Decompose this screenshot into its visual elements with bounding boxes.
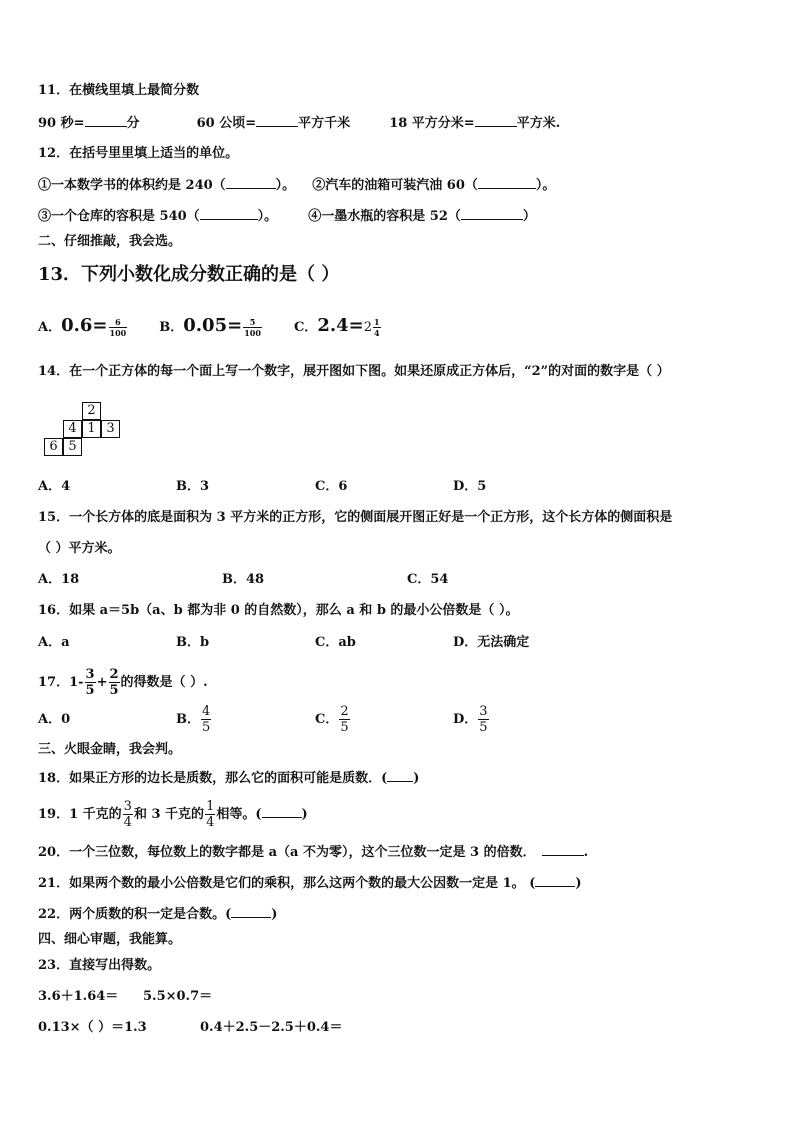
- q12-item4-blank[interactable]: [461, 207, 523, 220]
- q21-text: 21．如果两个数的最小公倍数是它们的乘积，那么这两个数的最大公因数一定是 1。 (: [38, 876, 536, 891]
- q17-d-fraction: [478, 705, 488, 734]
- q17-b-fraction: [201, 705, 211, 734]
- q11-c-blank[interactable]: [475, 114, 517, 127]
- q22-end: ): [271, 907, 278, 922]
- q13-a-num: 6: [115, 317, 121, 327]
- q17-fraction-1: [85, 668, 96, 697]
- net-cell-mid-center: 1: [82, 420, 101, 438]
- q19-pre: 19．1 千克的: [38, 807, 122, 822]
- q17-b-label: B．: [176, 712, 200, 727]
- net-cell-mid-left: 4: [63, 420, 82, 438]
- q11-items: [38, 114, 560, 133]
- q17-c-den: 5: [340, 720, 349, 735]
- q13-b-den: 100: [244, 328, 261, 338]
- q22-answer-blank[interactable]: [231, 905, 271, 918]
- q17-f1-den: 5: [85, 683, 95, 698]
- q15-option-c[interactable]: C．54: [407, 572, 449, 587]
- q12-title: 12．在括号里里填上适当的单位。: [38, 146, 239, 161]
- q19-fraction-2: [205, 800, 215, 829]
- net-cell-top: 2: [82, 402, 101, 420]
- q18-answer-blank[interactable]: [387, 769, 413, 782]
- q12-item3-end: ）。: [257, 209, 278, 224]
- q12-item1-blank[interactable]: [226, 176, 276, 189]
- q13-options: [38, 313, 382, 341]
- q13-b-fraction: [243, 318, 262, 337]
- q17-option-b[interactable]: [176, 703, 212, 737]
- q17-pre: 17．1-: [38, 675, 84, 690]
- q19-end: ): [301, 807, 308, 822]
- q17-c-label: C．: [315, 712, 339, 727]
- q11-c: 18 平方分米=: [389, 116, 475, 131]
- q12-item1: ①一本数学书的体积约是 240（: [38, 178, 226, 193]
- q19-f1-den: 4: [123, 815, 132, 830]
- q17-option-c[interactable]: [315, 703, 351, 737]
- q13-b-num: 5: [249, 317, 256, 327]
- q12-item2: ②汽车的油箱可装汽油 60（: [312, 178, 478, 193]
- q13-a-value: 0.6=: [61, 315, 108, 336]
- q19: [38, 798, 308, 832]
- q11-a-unit: 分: [126, 116, 140, 131]
- q13-a-den: 100: [109, 328, 127, 338]
- q13-c-whole: 2: [363, 320, 372, 335]
- q14-title: 14．在一个正方体的每一个面上写一个数字，展开图如下图。如果还原成正方体后，“2”的对面的数字是（ ）: [38, 364, 670, 379]
- q23-expr-1: 3.6＋1.64＝: [38, 989, 119, 1004]
- net-cell-bottom-left: 6: [44, 438, 63, 456]
- q16-option-b[interactable]: B．b: [176, 635, 210, 650]
- q14-option-b[interactable]: B．3: [176, 479, 210, 494]
- q13-b-value: 0.05=: [183, 315, 243, 336]
- q19-answer-blank[interactable]: [262, 805, 302, 818]
- q12-item4: ④一墨水瓶的容积是 52（: [308, 209, 461, 224]
- q19-post: 相等。(: [216, 807, 262, 822]
- q17-f2-den: 5: [109, 683, 119, 698]
- q19-mid: 和 3 千克的: [133, 807, 205, 822]
- q17-f1-num: 3: [85, 667, 95, 682]
- q20: [38, 843, 588, 862]
- q20-end: .: [583, 845, 589, 860]
- section-4-heading: 四、细心审题，我能算。: [38, 932, 182, 947]
- section-3-heading: 三、火眼金睛，我会判。: [38, 742, 182, 757]
- q16-option-d[interactable]: D．无法确定: [453, 635, 530, 650]
- q18-end: ): [413, 771, 420, 786]
- q11-c-unit: 平方米.: [516, 116, 561, 131]
- q13-c-value: 2.4=: [317, 315, 364, 336]
- q17-title: [38, 668, 208, 697]
- q17-d-den: 5: [479, 720, 488, 735]
- q17-c-num: 2: [340, 704, 349, 719]
- q20-text: 20．一个三位数，每位数上的数字都是 a（a 不为零），这个三位数一定是 3 的倍数．: [38, 845, 536, 860]
- q22-text: 22．两个质数的积一定是合数。(: [38, 907, 232, 922]
- q21: [38, 874, 582, 893]
- q16-option-a[interactable]: A．a: [38, 635, 70, 650]
- q23-expr-2: 5.5×0.7＝: [143, 989, 213, 1004]
- q12-item4-end: ）: [522, 209, 536, 224]
- q19-fraction-1: [123, 800, 133, 829]
- q18-text: 18．如果正方形的边长是质数，那么它的面积可能是质数．(: [38, 771, 388, 786]
- q15-title: 15．一个长方体的底是面积为 3 平方米的正方形，它的侧面展开图正好是一个正方形，这个长方体的侧面积是: [38, 510, 673, 525]
- q19-f2-num: 1: [206, 799, 215, 814]
- q17-option-d[interactable]: [453, 703, 490, 737]
- q13-c-fraction: [373, 318, 381, 337]
- q16-title: 16．如果 a＝5b（a、b 都为非 0 的自然数），那么 a 和 b 的最小公倍数是（ ）。: [38, 603, 519, 618]
- q13-option-c[interactable]: [293, 315, 382, 338]
- q11-b-blank[interactable]: [256, 114, 298, 127]
- q17-d-num: 3: [479, 704, 488, 719]
- q23-expr-4: 0.4＋2.5－2.5＋0.4＝: [200, 1020, 343, 1035]
- q11-a: 90 秒=: [38, 116, 85, 131]
- q12-row1: [38, 176, 555, 195]
- q13-option-a[interactable]: [38, 315, 133, 338]
- q13-option-b[interactable]: [159, 315, 267, 338]
- q11-b: 60 公顷=: [196, 116, 257, 131]
- q17-b-num: 4: [202, 704, 211, 719]
- q13-c-den: 4: [374, 328, 380, 338]
- q13-c-label: C．: [293, 320, 318, 335]
- q13-b-label: B．: [159, 320, 184, 335]
- q14-option-a[interactable]: A．4: [38, 479, 71, 494]
- q19-f1-num: 3: [123, 799, 132, 814]
- q12-item3: ③一个仓库的容积是 540（: [38, 209, 200, 224]
- q17-b-den: 5: [202, 720, 211, 735]
- q12-item2-end: ）。: [535, 178, 556, 193]
- q17-d-label: D．: [453, 712, 478, 727]
- section-2-heading: 二、仔细推敲，我会选。: [38, 234, 182, 249]
- q13-title: 13．下列小数化成分数正确的是（ ）: [38, 264, 340, 285]
- q17-option-a[interactable]: A．0: [38, 712, 71, 727]
- q19-f2-den: 4: [206, 815, 215, 830]
- q11-a-blank[interactable]: [85, 114, 127, 127]
- q12-item2-blank[interactable]: [478, 176, 536, 189]
- q20-answer-blank[interactable]: [542, 843, 584, 856]
- q15-title-cont: （ ）平方米。: [38, 541, 121, 556]
- q17-f2-num: 2: [109, 667, 119, 682]
- q11-title: 11．在横线里填上最简分数: [38, 83, 200, 98]
- q14-option-c[interactable]: C．6: [315, 479, 348, 494]
- q23-expr-3: 0.13×（ ）＝1.3: [38, 1020, 147, 1035]
- q13-a-label: A．: [38, 320, 62, 335]
- q21-answer-blank[interactable]: [535, 874, 575, 887]
- q21-end: ): [575, 876, 582, 891]
- net-cell-bottom-right: 5: [63, 438, 82, 456]
- q16-option-c[interactable]: C．ab: [315, 635, 356, 650]
- q12-item3-blank[interactable]: [200, 207, 258, 220]
- q12-item1-end: ）。: [275, 178, 296, 193]
- q14-option-d[interactable]: D．5: [453, 479, 487, 494]
- q23-title: 23．直接写出得数。: [38, 958, 161, 973]
- q11-b-unit: 平方千米: [298, 116, 351, 131]
- q17-c-fraction: [339, 705, 349, 734]
- q17-plus: +: [96, 675, 108, 690]
- q15-option-b[interactable]: B．48: [222, 572, 265, 587]
- net-cell-mid-right: 3: [101, 420, 120, 438]
- q13-c-num: 1: [374, 317, 380, 327]
- q17-fraction-2: [109, 668, 120, 697]
- q18: [38, 769, 419, 788]
- q17-post: 的得数是（ ）.: [120, 675, 208, 690]
- q15-option-a[interactable]: A．18: [38, 572, 80, 587]
- q12-row2: [38, 207, 536, 226]
- q22: [38, 905, 277, 924]
- q13-a-fraction: [109, 318, 128, 337]
